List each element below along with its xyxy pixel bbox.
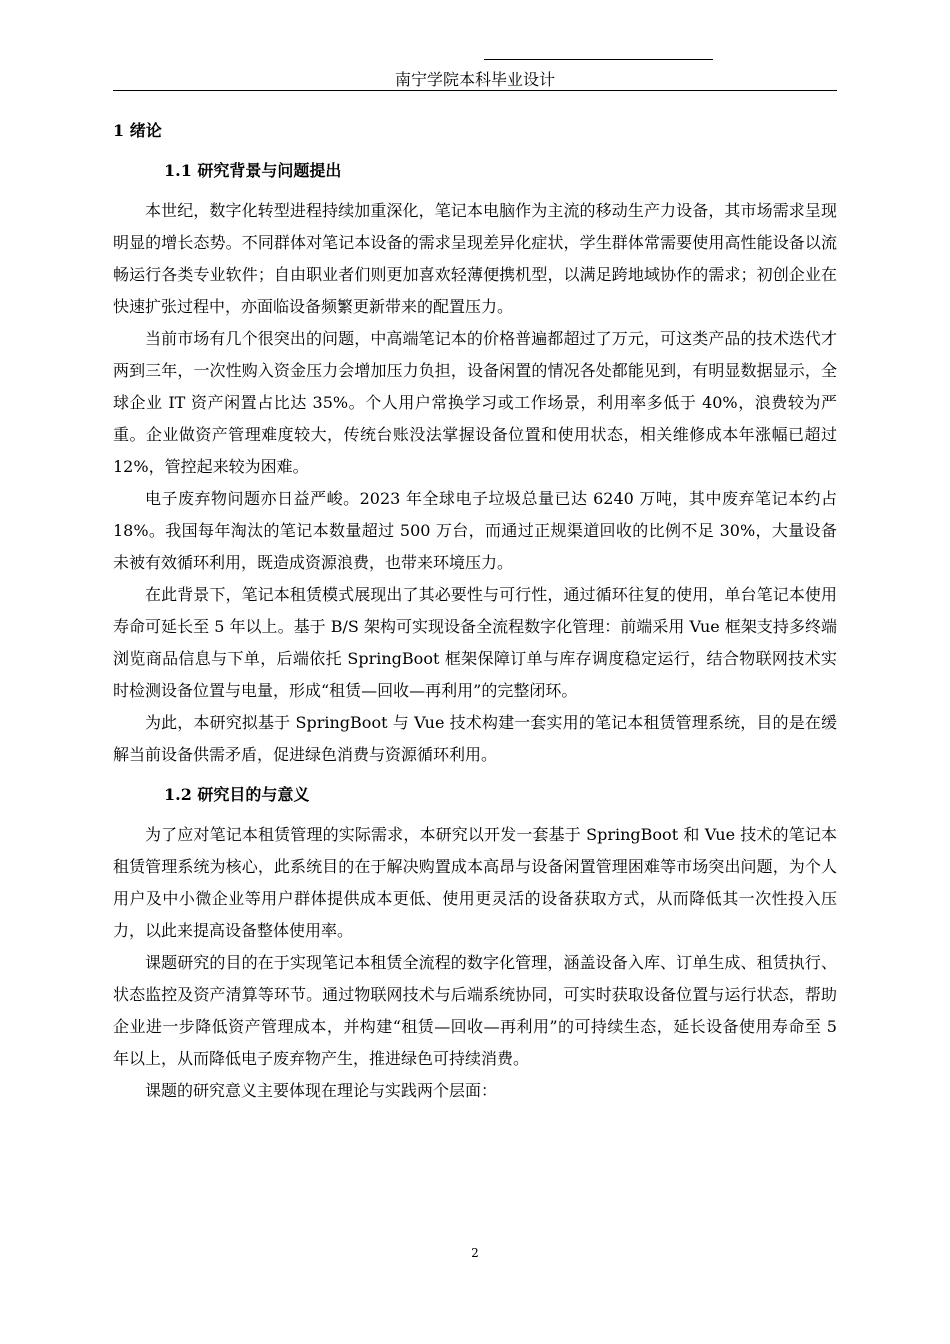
paragraph: 电子废弃物问题亦日益严峻。2023 年全球电子垃圾总量已达 6240 万吨，其中废弃笔记本约占 18%。我国每年淘汰的笔记本数量超过 500 万台，而通过正规渠道回收的比例不足 30%，大量设备未被有效循环利用，既造成资源浪费，也带来环境压力。 [113, 489, 837, 572]
header-short-rule [484, 59, 713, 60]
paragraph: 在此背景下，笔记本租赁模式展现出了其必要性与可行性，通过循环往复的使用，单台笔记本使用寿命可延长至 5 年以上。基于 B/S 架构可实现设备全流程数字化管理：前端采用 Vue 框架支持多终端浏览商品信息与下单，后端依托 SpringBoot 框架保障订单与库存调度稳定运行，结合物联网技术实时检测设备位置与电量，形成“租赁—回收—再利用”的完整闭环。 [113, 585, 837, 700]
page-number: 2 [471, 1246, 479, 1260]
section-heading-1-2: 1.2 研究目的与意义 [164, 785, 310, 804]
paragraph: 课题的研究意义主要体现在理论与实践两个层面： [145, 1081, 498, 1100]
header-rule [113, 90, 837, 91]
section-heading-1-1: 1.1 研究背景与问题提出 [164, 161, 342, 180]
paragraph: 为此，本研究拟基于 SpringBoot 与 Vue 技术构建一套实用的笔记本租赁管理系统，目的是在缓解当前设备供需矛盾，促进绿色消费与资源循环利用。 [113, 713, 837, 764]
paragraph: 本世纪，数字化转型进程持续加重深化，笔记本电脑作为主流的移动生产力设备，其市场需求呈现明显的增长态势。不同群体对笔记本设备的需求呈现差异化症状，学生群体常需要使用高性能设备以流畅运行各类专业软件；自由职业者们则更加喜欢轻薄便携机型，以满足跨地域协作的需求；初创企业在快速扩张过程中，亦面临设备频繁更新带来的配置压力。 [113, 201, 837, 316]
chapter-heading: 1 绪论 [113, 121, 162, 140]
paragraph: 课题研究的目的在于实现笔记本租赁全流程的数字化管理，涵盖设备入库、订单生成、租赁执行、状态监控及资产清算等环节。通过物联网技术与后端系统协同，可实时获取设备位置与运行状态，帮助企业进一步降低资产管理成本，并构建“租赁—回收—再利用”的可持续生态，延长设备使用寿命至 5 年以上，从而降低电子废弃物产生，推进绿色可持续消费。 [113, 953, 837, 1068]
running-header-title: 南宁学院本科毕业设计 [394, 70, 555, 89]
page-body [113, 115, 837, 1107]
paragraph: 当前市场有几个很突出的问题，中高端笔记本的价格普遍都超过了万元，可这类产品的技术迭代才两到三年，一次性购入资金压力会增加压力负担，设备闲置的情况各处都能见到，有明显数据显示，全球企业 IT 资产闲置占比达 35%。个人用户常换学习或工作场景，利用率多低于 40%，浪费较为严重。企业做资产管理难度较大，传统台账没法掌握设备位置和使用状态，相关维修成本年涨幅已超过 12%，管控起来较为困难。 [113, 329, 837, 476]
paragraph: 为了应对笔记本租赁管理的实际需求，本研究以开发一套基于 SpringBoot 和 Vue 技术的笔记本租赁管理系统为核心，此系统目的在于解决购置成本高昂与设备闲置管理困难等市场突出问题，为个人用户及中小微企业等用户群体提供成本更低、使用更灵活的设备获取方式，从而降低其一次性投入压力，以此来提高设备整体使用率。 [113, 825, 837, 940]
